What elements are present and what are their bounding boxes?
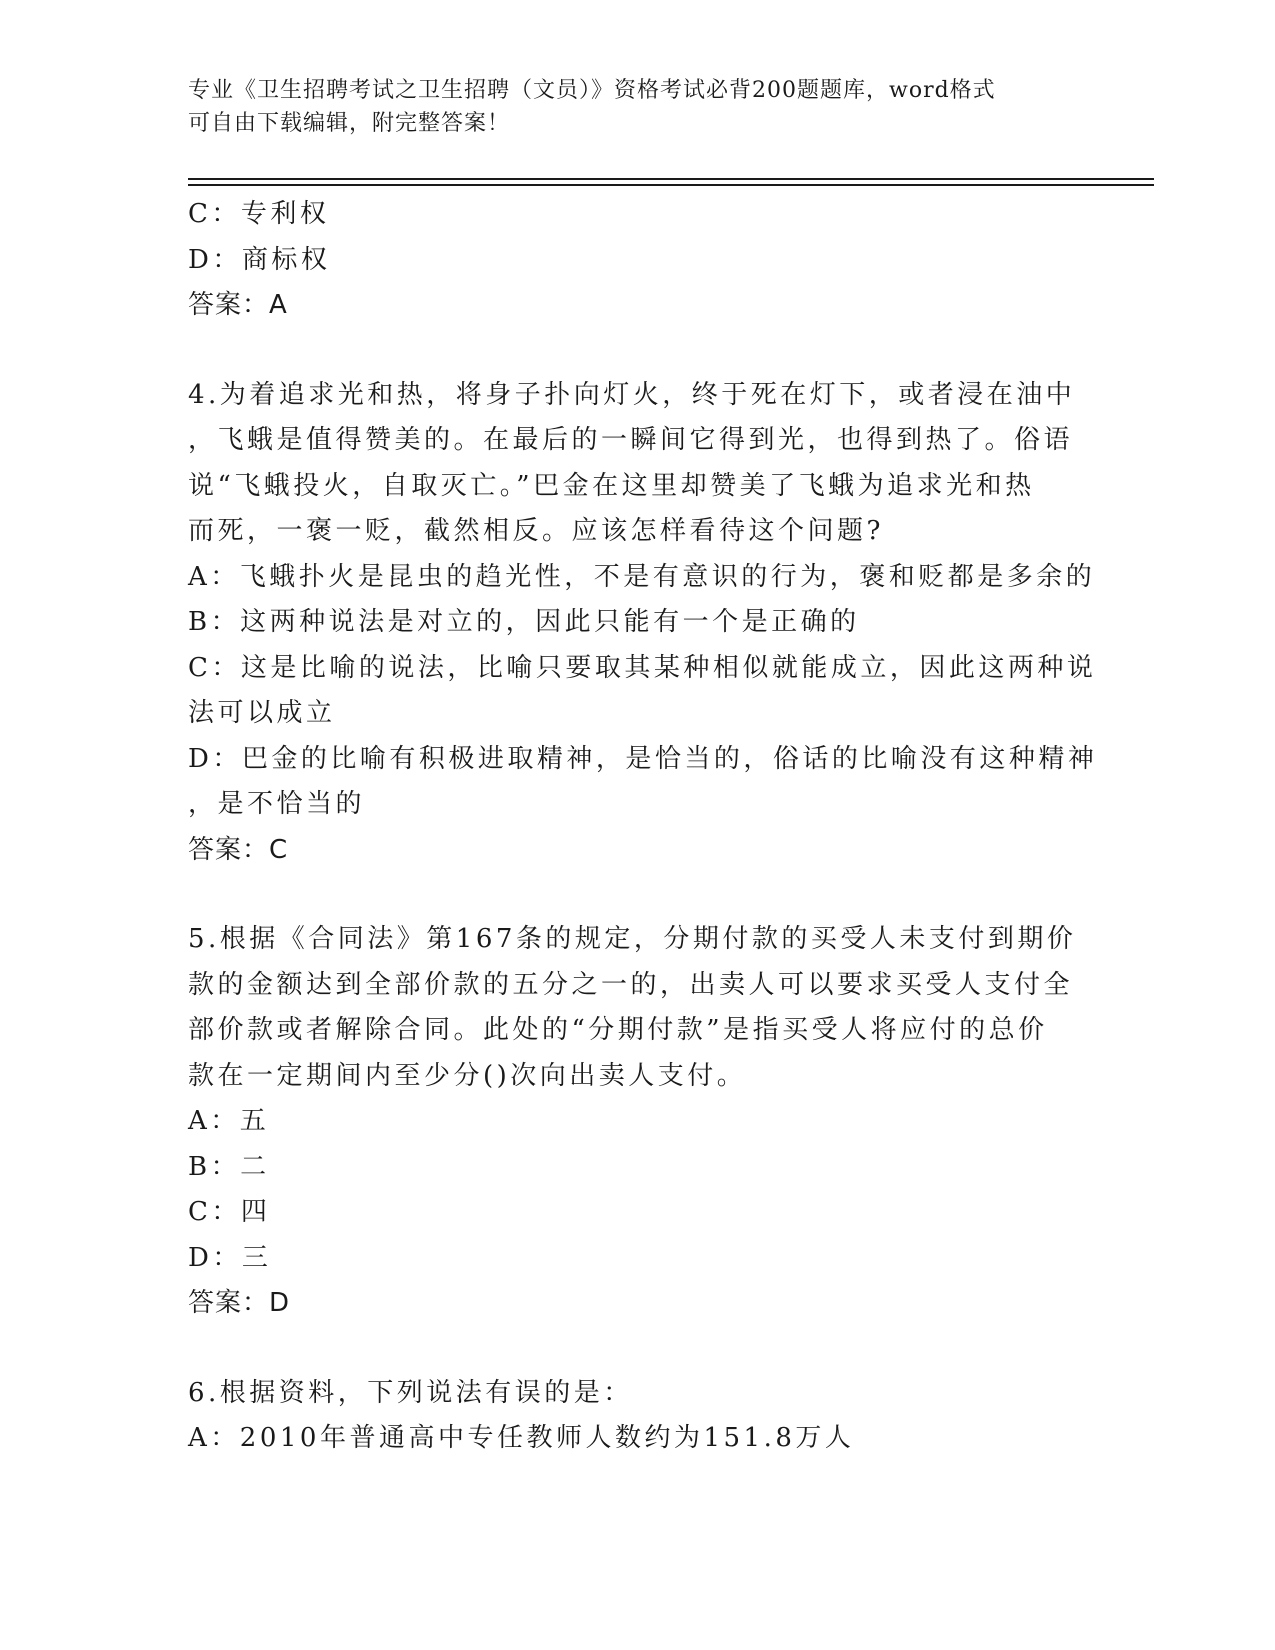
question-6: [188, 1371, 1088, 1462]
question-stem-line: 说“飞蛾投火，自取灭亡。”巴金在这里却赞美了飞蛾为追求光和热: [188, 470, 1035, 501]
header-line-1: 专业《卫生招聘考试之卫生招聘（文员）》资格考试必背200题题库，word格式: [188, 78, 996, 103]
option-a: A：飞蛾扑火是昆虫的趋光性，不是有意识的行为，褒和贬都是多余的: [188, 561, 1096, 592]
header-line-2: 可自由下载编辑，附完整答案！: [188, 111, 511, 136]
option-d: D：商标权: [188, 244, 331, 275]
document-header: [188, 74, 1088, 140]
option-a: A：五: [188, 1106, 270, 1136]
option-c-continued: 法可以成立: [188, 698, 336, 728]
question-3-tail: [188, 192, 1088, 329]
option-c: C：专利权: [188, 199, 330, 229]
question-stem-line: 款的金额达到全部价款的五分之一的，出卖人可以要求买受人支付全: [188, 969, 1074, 1000]
option-d-continued: ，是不恰当的: [188, 789, 366, 819]
option-d: D：三: [188, 1242, 272, 1273]
question-gap: [188, 329, 1088, 373]
question-4: [188, 373, 1098, 874]
header-rule-top: [188, 178, 1154, 180]
question-stem-line: ，飞蛾是值得赞美的。在最后的一瞬间它得到光，也得到热了。俗语: [188, 425, 1074, 455]
option-a: A：2010年普通高中专任教师人数约为151.8万人: [188, 1423, 855, 1453]
answer-line: 答案：C: [188, 834, 289, 865]
document-body: [188, 192, 1098, 1462]
question-stem-line: 5.根据《合同法》第167条的规定，分期付款的买受人未支付到期价: [188, 924, 1077, 954]
question-gap: [188, 873, 1088, 917]
option-c: C：这是比喻的说法，比喻只要取其某种相似就能成立，因此这两种说: [188, 652, 1097, 683]
question-stem-line: 部价款或者解除合同。此处的“分期付款”是指买受人将应付的总价: [188, 1015, 1048, 1045]
answer-line: 答案：D: [188, 1288, 291, 1318]
header-rule-bottom: [188, 184, 1154, 186]
question-stem-line: 6.根据资料，下列说法有误的是：: [188, 1377, 633, 1408]
option-d: D：巴金的比喻有积极进取精神，是恰当的，俗话的比喻没有这种精神: [188, 743, 1098, 774]
question-stem-line: 4.为着追求光和热，将身子扑向灯火，终于死在灯下，或者浸在油中: [188, 379, 1076, 410]
question-gap: [188, 1327, 1088, 1371]
option-b: B：二: [188, 1151, 270, 1182]
question-stem-line: 而死，一褒一贬，截然相反。应该怎样看待这个问题?: [188, 516, 884, 546]
option-b: B：这两种说法是对立的，因此只能有一个是正确的: [188, 607, 860, 637]
option-c: C：四: [188, 1197, 271, 1227]
question-5: [188, 917, 1088, 1327]
answer-line: 答案：A: [188, 290, 288, 320]
question-stem-line: 款在一定期间内至少分()次向出卖人支付。: [188, 1060, 747, 1091]
